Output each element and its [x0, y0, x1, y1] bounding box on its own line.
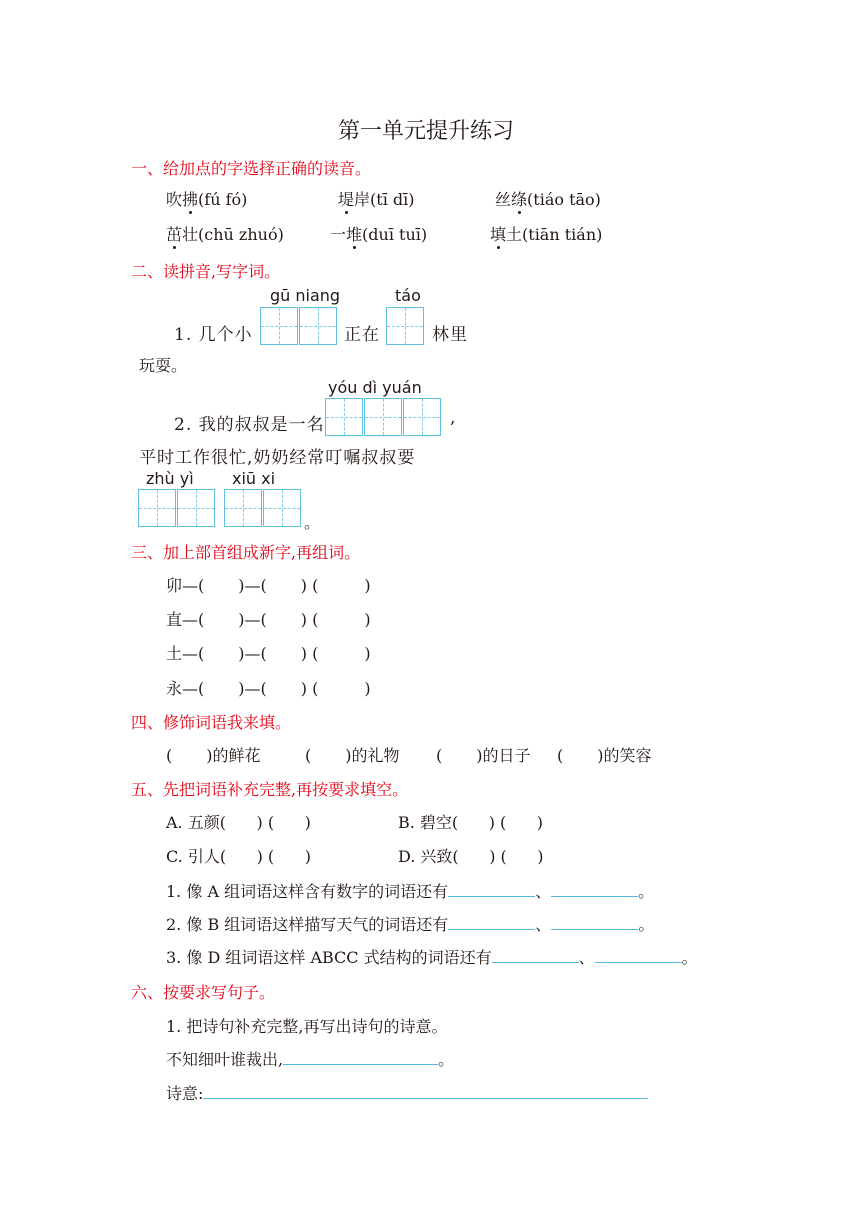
section-4-heading: 四、修饰词语我来填。 — [131, 713, 292, 732]
s6-poem: 不知细叶谁裁出, 。 — [166, 1050, 455, 1069]
write-cell[interactable] — [138, 489, 176, 527]
write-cell[interactable] — [364, 398, 402, 436]
q1-continuation: 玩耍。 — [139, 356, 188, 375]
write-cell[interactable] — [224, 489, 262, 527]
answer-line[interactable] — [448, 915, 535, 930]
pinyin-tao: táo — [395, 286, 421, 305]
q1-prefix: 1. 几个小 — [174, 325, 253, 345]
s1-item-3: 丝绦(tiáo tāo) — [495, 187, 601, 210]
write-cell[interactable] — [177, 489, 215, 527]
q2-grid-1 — [325, 398, 442, 436]
section-5-heading: 五、先把词语补充完整,再按要求填空。 — [131, 780, 409, 799]
answer-line[interactable] — [448, 882, 535, 897]
q1-grid-2 — [386, 307, 425, 345]
answer-line[interactable] — [283, 1050, 438, 1065]
pinyin-xiu-xi: xiū xi — [232, 469, 276, 488]
s3-row-4: 永—( )—( ) ( ) — [166, 679, 371, 698]
write-cell[interactable] — [263, 489, 301, 527]
s6-q1: 1. 把诗句补充完整,再写出诗句的诗意。 — [166, 1017, 448, 1036]
q2-comma: , — [450, 408, 457, 428]
s4-item-4: ( )的笑容 — [557, 746, 652, 765]
s5-q1: 1. 像 A 组词语这样含有数字的词语还有 、 。 — [166, 882, 655, 901]
write-cell[interactable] — [325, 398, 363, 436]
s4-item-2: ( )的礼物 — [305, 746, 400, 765]
s1-item-4: 茁壮(chū zhuó) — [166, 222, 284, 245]
section-2-heading: 二、读拼音,写字词。 — [131, 262, 281, 281]
write-cell[interactable] — [260, 307, 298, 345]
s1-item-1: 吹拂(fú fó) — [166, 187, 247, 210]
q1-grid-1 — [260, 307, 338, 345]
s5-group-d: D. 兴致( ) ( ) — [398, 847, 544, 866]
q1-mid: 正在 — [344, 325, 380, 345]
answer-line[interactable] — [595, 948, 682, 963]
s3-row-3: 土—( )—( ) ( ) — [166, 644, 371, 663]
s4-item-1: ( )的鲜花 — [166, 746, 261, 765]
s4-item-3: ( )的日子 — [436, 746, 531, 765]
s5-group-c: C. 引人( ) ( ) — [166, 847, 311, 866]
pinyin-gu-niang: gū niang — [270, 286, 341, 305]
answer-line[interactable] — [551, 882, 638, 897]
section-3-heading: 三、加上部首组成新字,再组词。 — [131, 543, 361, 562]
answer-line[interactable] — [203, 1084, 648, 1099]
s1-item-2: 堤岸(tī dī) — [338, 187, 415, 210]
section-6-heading: 六、按要求写句子。 — [131, 983, 276, 1002]
q2-grid-2 — [138, 489, 216, 527]
s1-item-6: 填土(tiān tián) — [490, 222, 602, 245]
q2-prefix: 2. 我的叔叔是一名 — [174, 415, 325, 435]
q2-grid-3 — [224, 489, 302, 527]
page-title: 第一单元提升练习 — [338, 119, 515, 144]
write-cell[interactable] — [299, 307, 337, 345]
pinyin-zhu-yi: zhù yì — [146, 469, 194, 488]
q2-line2: 平时工作很忙,奶奶经常叮嘱叔叔要 — [139, 448, 416, 468]
write-cell[interactable] — [403, 398, 441, 436]
q2-end: 。 — [304, 513, 321, 532]
s3-row-2: 直—( )—( ) ( ) — [166, 610, 371, 629]
s6-meaning: 诗意: — [166, 1081, 648, 1104]
section-1-heading: 一、给加点的字选择正确的读音。 — [131, 159, 372, 178]
answer-line[interactable] — [492, 948, 579, 963]
q1-post: 林里 — [432, 325, 468, 345]
s5-group-a: A. 五颜( ) ( ) — [166, 813, 311, 832]
pinyin-you-di-yuan: yóu dì yuán — [328, 378, 422, 397]
s1-item-5: 一堆(duī tuī) — [330, 222, 427, 245]
s5-group-b: B. 碧空( ) ( ) — [398, 813, 544, 832]
write-cell[interactable] — [386, 307, 424, 345]
answer-line[interactable] — [551, 915, 638, 930]
s5-q3: 3. 像 D 组词语这样 ABCC 式结构的词语还有 、 。 — [166, 948, 698, 967]
s5-q2: 2. 像 B 组词语这样描写天气的词语还有 、 。 — [166, 915, 655, 934]
s3-row-1: 卯—( )—( ) ( ) — [166, 576, 371, 595]
